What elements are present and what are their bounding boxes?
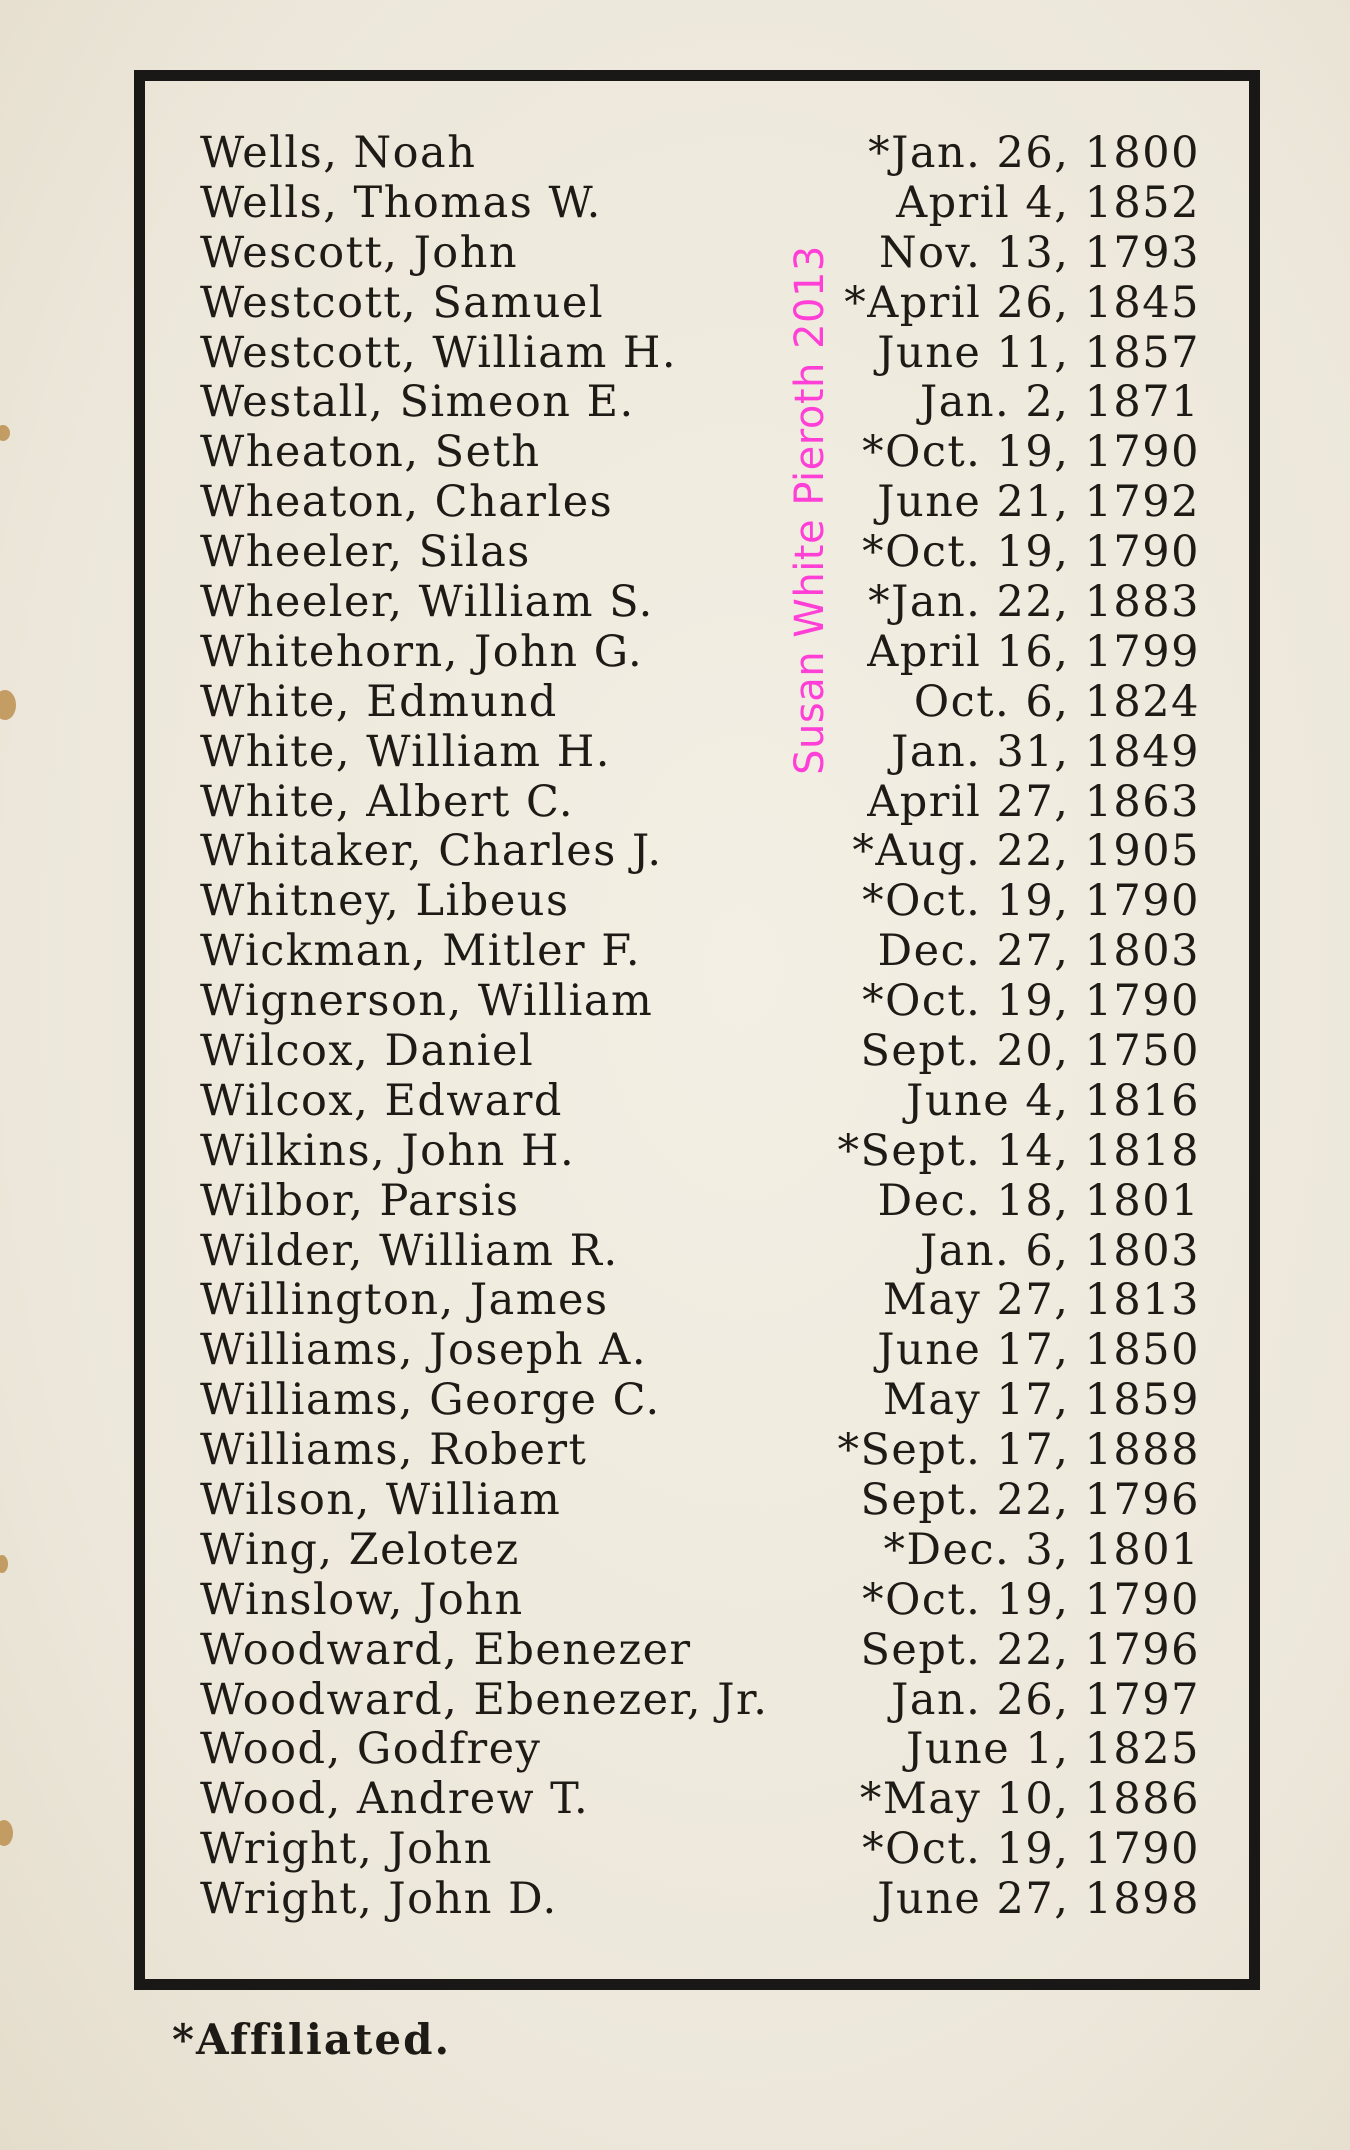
member-name: Westall, Simeon E. <box>200 377 635 428</box>
list-item <box>200 1425 1200 1475</box>
list-item <box>200 1874 1200 1924</box>
list-item <box>200 1774 1200 1824</box>
member-date: *Sept. 14, 1818 <box>837 1125 1200 1176</box>
list-item <box>200 328 1200 378</box>
member-date: Sept. 20, 1750 <box>860 1025 1200 1076</box>
member-name: Wescott, John <box>200 227 519 278</box>
member-name: Wilbor, Parsis <box>200 1175 520 1226</box>
list-item <box>200 1575 1200 1625</box>
member-date: Jan. 31, 1849 <box>891 726 1200 777</box>
member-date: *Oct. 19, 1790 <box>862 976 1200 1027</box>
member-name: Wood, Godfrey <box>200 1724 542 1775</box>
member-date: June 27, 1898 <box>877 1874 1200 1925</box>
list-item <box>200 876 1200 926</box>
list-item <box>200 1625 1200 1675</box>
member-date: Dec. 18, 1801 <box>877 1175 1200 1226</box>
member-date: *April 26, 1845 <box>844 277 1200 328</box>
member-name: Wright, John D. <box>200 1874 558 1925</box>
member-name: Wheaton, Charles <box>200 477 614 528</box>
member-name: Williams, Joseph A. <box>200 1325 648 1376</box>
list-item <box>200 178 1200 228</box>
edge-stain <box>0 1820 13 1846</box>
member-name: Wignerson, William <box>200 976 654 1027</box>
member-date: *Aug. 22, 1905 <box>852 826 1200 877</box>
member-date: *Oct. 19, 1790 <box>862 876 1200 927</box>
member-list <box>200 128 1200 1924</box>
member-name: Wilkins, John H. <box>200 1125 576 1176</box>
member-date: Jan. 6, 1803 <box>919 1225 1200 1276</box>
member-name: Woodward, Ebenezer, Jr. <box>200 1674 769 1725</box>
list-item <box>200 1126 1200 1176</box>
member-name: White, William H. <box>200 726 611 777</box>
list-item <box>200 278 1200 328</box>
edge-stain <box>0 690 16 720</box>
member-date: *Dec. 3, 1801 <box>883 1524 1200 1575</box>
list-item <box>200 577 1200 627</box>
member-name: Wilson, William <box>200 1475 562 1525</box>
list-item <box>200 727 1200 777</box>
member-name: Westcott, Samuel <box>200 277 605 328</box>
member-name: Whitaker, Charles J. <box>200 826 663 877</box>
member-name: Williams, Robert <box>200 1425 588 1476</box>
list-item <box>200 1226 1200 1276</box>
member-date: May 27, 1813 <box>882 1275 1200 1326</box>
member-name: Wright, John <box>200 1824 493 1875</box>
list-item <box>200 1076 1200 1126</box>
member-date: *May 10, 1886 <box>859 1774 1200 1825</box>
list-item <box>200 926 1200 976</box>
member-date: June 1, 1825 <box>906 1724 1200 1775</box>
list-item <box>200 677 1200 727</box>
member-date: Jan. 26, 1797 <box>891 1674 1200 1725</box>
member-name: Winslow, John <box>200 1574 524 1625</box>
member-name: Wells, Thomas W. <box>200 177 602 228</box>
member-date: Dec. 27, 1803 <box>877 926 1200 977</box>
member-date: May 17, 1859 <box>882 1375 1200 1426</box>
member-date: April 27, 1863 <box>867 776 1200 827</box>
list-item <box>200 1475 1200 1525</box>
member-date: Nov. 13, 1793 <box>878 227 1200 278</box>
member-date: Oct. 6, 1824 <box>913 676 1200 727</box>
member-name: Wood, Andrew T. <box>200 1774 590 1825</box>
member-name: Wilcox, Edward <box>200 1075 563 1126</box>
member-date: Sept. 22, 1796 <box>860 1624 1200 1675</box>
member-name: Wilcox, Daniel <box>200 1025 535 1076</box>
list-item <box>200 826 1200 876</box>
list-item <box>200 1275 1200 1325</box>
list-item <box>200 228 1200 278</box>
edge-stain <box>0 425 10 441</box>
member-name: Whitney, Libeus <box>200 876 570 927</box>
list-item <box>200 1525 1200 1575</box>
member-date: *Jan. 22, 1883 <box>868 576 1200 627</box>
list-item <box>200 1675 1200 1725</box>
list-item <box>200 427 1200 477</box>
member-name: Wheeler, William S. <box>200 576 654 627</box>
member-date: *Oct. 19, 1790 <box>862 1574 1200 1625</box>
watermark-text: Susan White Pieroth 2013 <box>787 245 833 775</box>
list-item <box>200 1325 1200 1375</box>
member-name: Wheaton, Seth <box>200 427 541 478</box>
list-item <box>200 377 1200 427</box>
member-name: White, Albert C. <box>200 776 575 827</box>
member-name: Wheeler, Silas <box>200 527 531 578</box>
member-date: April 4, 1852 <box>896 177 1200 228</box>
member-date: April 16, 1799 <box>867 626 1200 677</box>
list-item <box>200 527 1200 577</box>
member-date: June 11, 1857 <box>877 327 1200 378</box>
member-date: *Sept. 17, 1888 <box>837 1425 1200 1476</box>
member-name: Wilder, William R. <box>200 1225 619 1276</box>
member-name: Williams, George C. <box>200 1375 661 1426</box>
member-name: Wickman, Mitler F. <box>200 926 642 977</box>
list-item <box>200 777 1200 827</box>
affiliated-footnote: *Affiliated. <box>172 2015 452 2064</box>
member-date: *Oct. 19, 1790 <box>862 427 1200 478</box>
member-date: *Jan. 26, 1800 <box>868 127 1200 178</box>
member-date: June 17, 1850 <box>877 1325 1200 1376</box>
member-date: *Oct. 19, 1790 <box>862 1824 1200 1875</box>
member-name: Woodward, Ebenezer <box>200 1624 692 1675</box>
list-item <box>200 1026 1200 1076</box>
list-item <box>200 1824 1200 1874</box>
member-date: June 4, 1816 <box>906 1075 1200 1126</box>
member-date: June 21, 1792 <box>877 477 1200 528</box>
list-item <box>200 976 1200 1026</box>
member-name: White, Edmund <box>200 676 558 727</box>
member-date: Jan. 2, 1871 <box>919 377 1200 428</box>
list-item <box>200 627 1200 677</box>
list-item <box>200 477 1200 527</box>
member-name: Whitehorn, John G. <box>200 626 644 677</box>
list-item <box>200 128 1200 178</box>
member-date: Sept. 22, 1796 <box>860 1475 1200 1525</box>
member-date: *Oct. 19, 1790 <box>862 527 1200 578</box>
member-name: Wells, Noah <box>200 127 477 178</box>
list-item <box>200 1176 1200 1226</box>
edge-stain <box>0 1555 8 1573</box>
list-item <box>200 1725 1200 1775</box>
member-name: Willington, James <box>200 1275 609 1326</box>
list-item <box>200 1375 1200 1425</box>
member-name: Westcott, William H. <box>200 327 678 378</box>
member-name: Wing, Zelotez <box>200 1524 520 1575</box>
